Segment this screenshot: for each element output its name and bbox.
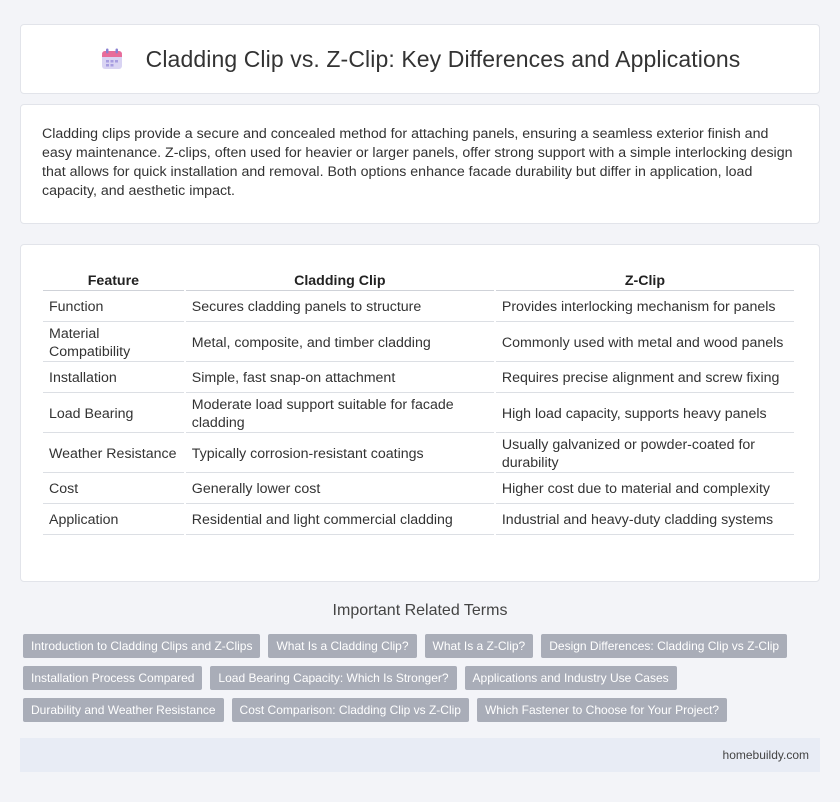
table-row	[43, 324, 794, 362]
cladding-clip-cell: Secures cladding panels to structure	[186, 293, 494, 322]
related-term-tag[interactable]: What Is a Z-Clip?	[425, 634, 534, 658]
calendar-icon	[100, 47, 124, 71]
cladding-clip-cell: Metal, composite, and timber cladding	[186, 324, 494, 362]
footer	[20, 738, 820, 772]
related-term-tag[interactable]: Load Bearing Capacity: Which Is Stronger?	[210, 666, 456, 690]
z-clip-cell: High load capacity, supports heavy panels	[496, 395, 794, 433]
cladding-clip-cell: Residential and light commercial cladding	[186, 506, 494, 535]
feature-cell: Installation	[43, 364, 184, 393]
header-z-clip: Z-Clip	[496, 267, 794, 291]
feature-cell: Cost	[43, 475, 184, 504]
cladding-clip-cell: Typically corrosion-resistant coatings	[186, 435, 494, 473]
related-term-tag[interactable]: Cost Comparison: Cladding Clip vs Z-Clip	[232, 698, 469, 722]
feature-cell: Application	[43, 506, 184, 535]
table-row	[43, 293, 794, 322]
cladding-clip-cell: Simple, fast snap-on attachment	[186, 364, 494, 393]
related-term-tag[interactable]: Installation Process Compared	[23, 666, 202, 690]
feature-cell: Weather Resistance	[43, 435, 184, 473]
feature-cell: Function	[43, 293, 184, 322]
header-feature: Feature	[43, 267, 184, 291]
table-row	[43, 475, 794, 504]
footer-site-link[interactable]: homebuildy.com	[722, 748, 809, 762]
comparison-table	[41, 265, 796, 537]
z-clip-cell: Requires precise alignment and screw fixing	[496, 364, 794, 393]
related-term-tag[interactable]: What Is a Cladding Clip?	[268, 634, 416, 658]
comparison-card	[20, 244, 820, 582]
table-header-row	[43, 267, 794, 291]
z-clip-cell: Commonly used with metal and wood panels	[496, 324, 794, 362]
table-row	[43, 435, 794, 473]
table-row	[43, 364, 794, 393]
related-term-tag[interactable]: Design Differences: Cladding Clip vs Z-Clip	[541, 634, 787, 658]
table-row	[43, 395, 794, 433]
z-clip-cell: Higher cost due to material and complexity	[496, 475, 794, 504]
feature-cell: Load Bearing	[43, 395, 184, 433]
related-term-tag[interactable]: Durability and Weather Resistance	[23, 698, 224, 722]
related-term-tag[interactable]: Introduction to Cladding Clips and Z-Clips	[23, 634, 260, 658]
z-clip-cell: Provides interlocking mechanism for panels	[496, 293, 794, 322]
related-terms-list	[20, 634, 820, 730]
cladding-clip-cell: Generally lower cost	[186, 475, 494, 504]
intro-text: Cladding clips provide a secure and concealed method for attaching panels, ensuring a seamless exterior finish and easy maintenance. Z-clips, often used for heavier or larger panels, offer strong support with a simple interlocking design that allows for quick installation and removal. Both options enhance facade durability but differ in application, load capacity, and aesthetic impact.	[42, 126, 793, 199]
table-row	[43, 506, 794, 535]
intro-card	[20, 104, 820, 224]
z-clip-cell: Usually galvanized or powder-coated for durability	[496, 435, 794, 473]
header-cladding-clip: Cladding Clip	[186, 267, 494, 291]
cladding-clip-cell: Moderate load support suitable for facade cladding	[186, 395, 494, 433]
feature-cell: Material Compatibility	[43, 324, 184, 362]
page-title: Cladding Clip vs. Z-Clip: Key Differences and Applications	[145, 45, 741, 72]
z-clip-cell: Industrial and heavy-duty cladding systems	[496, 506, 794, 535]
related-terms-section	[20, 602, 820, 730]
related-term-tag[interactable]: Applications and Industry Use Cases	[465, 666, 677, 690]
header-card	[20, 24, 820, 94]
related-terms-title: Important Related Terms	[332, 602, 508, 619]
related-term-tag[interactable]: Which Fastener to Choose for Your Project?	[477, 698, 727, 722]
